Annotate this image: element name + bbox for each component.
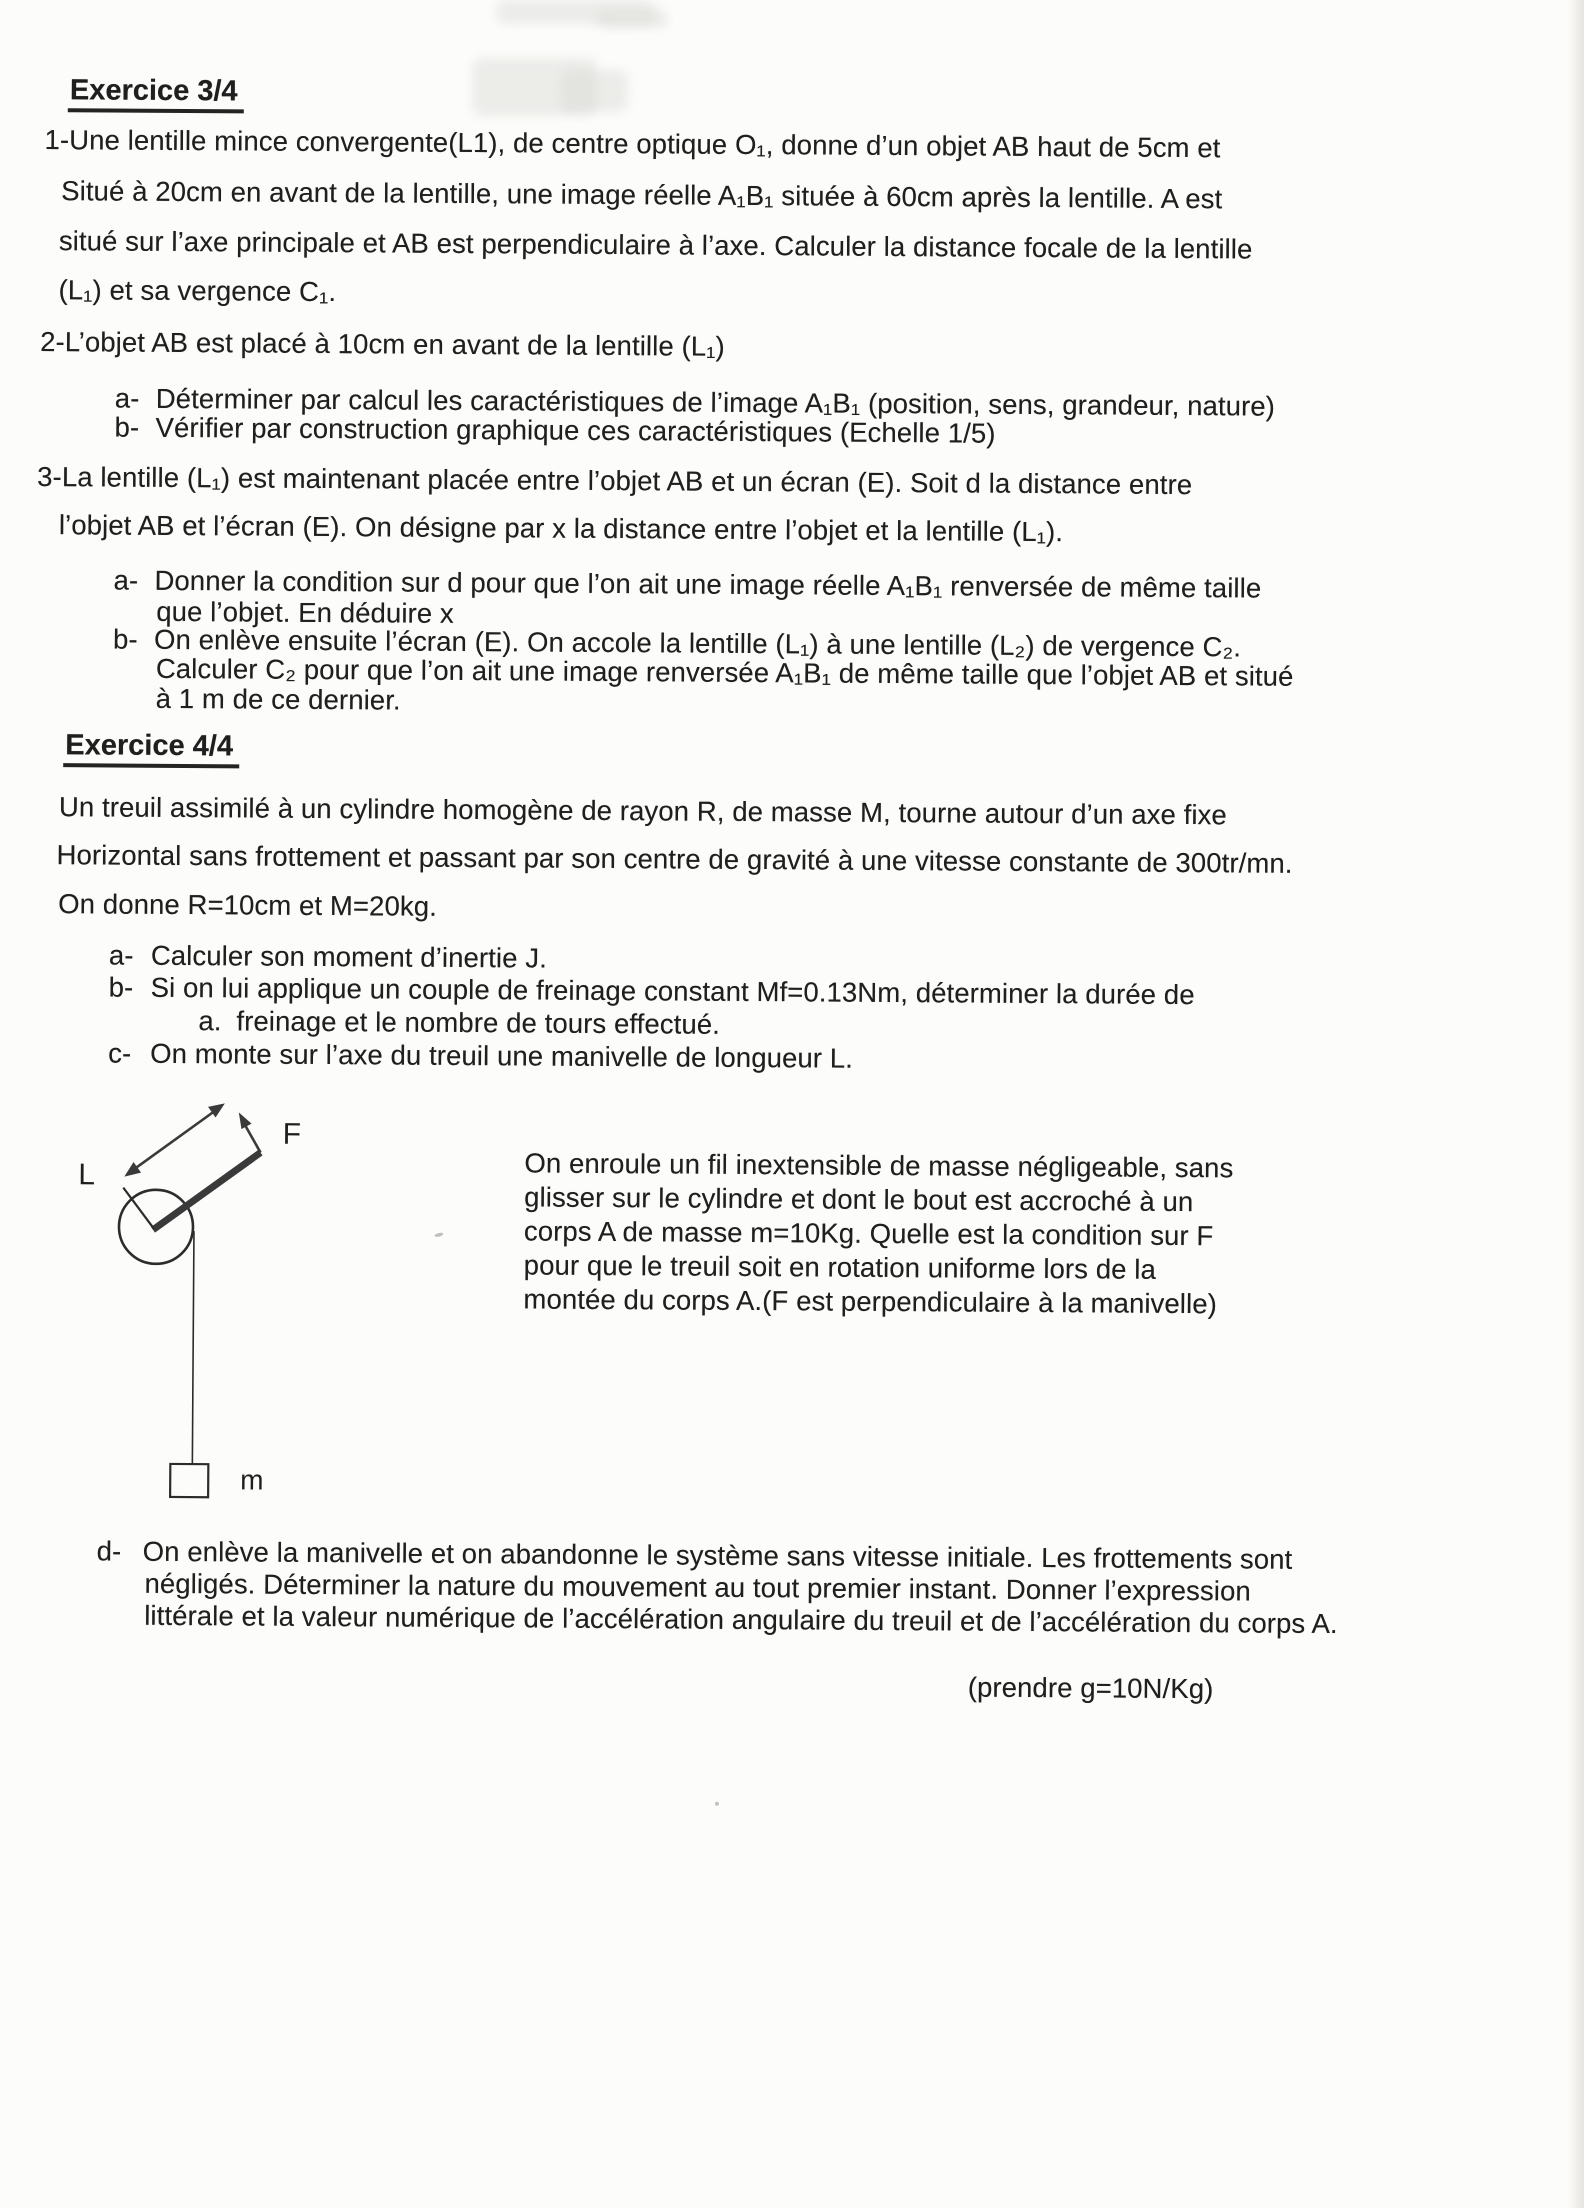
length-arrow xyxy=(124,1103,225,1178)
text-line: l’objet AB et l’écran (E). On désigne par x la distance entre l’objet et la lentille (L₁). xyxy=(58,509,1064,548)
list-item: On enlève la manivelle et on abandonne le système sans vitesse initiale. Les frottements sont xyxy=(142,1535,1293,1575)
list-item: Calculer son moment d’inertie J. xyxy=(150,939,548,974)
scan-speck xyxy=(434,1232,444,1238)
list-marker: c- xyxy=(108,1037,132,1069)
text-line: corps A de masse m=10Kg. Quelle est la condition sur F xyxy=(523,1215,1214,1252)
list-marker: a- xyxy=(113,564,139,596)
list-marker: b- xyxy=(112,623,138,655)
text-line: 3-La lentille (L₁) est maintenant placée entre l’objet AB et un écran (E). Soit d la distance entre xyxy=(37,460,1193,501)
list-marker: a- xyxy=(114,382,140,414)
list-item: Vérifier par construction graphique ces caractéristiques (Echelle 1/5) xyxy=(155,411,996,449)
label-L: L xyxy=(78,1158,96,1192)
rope-line xyxy=(192,1231,194,1464)
exercise-3-title: Exercice 3/4 xyxy=(68,76,244,113)
exercise-4-title: Exercice 4/4 xyxy=(63,731,239,768)
text-line: (L₁) et sa vergence C₁. xyxy=(58,274,337,308)
text-line: glisser sur le cylindre et dont le bout est accroché à un xyxy=(524,1181,1194,1218)
list-item: On enlève ensuite l’écran (E). On accole la lentille (L₁) à une lentille (L₂) de vergence C₂. xyxy=(153,623,1242,663)
list-item-continuation: Calculer C₂ pour que l’on ait une image renversée A₁B₁ de même taille que l’objet AB et situé xyxy=(155,652,1294,692)
text-line: pour que le treuil soit en rotation uniforme lors de la xyxy=(523,1249,1157,1285)
list-marker: b- xyxy=(108,971,134,1003)
text-line: Un treuil assimilé à un cylindre homogène de rayon R, de masse M, tourne autour d’un axe fixe xyxy=(58,791,1227,831)
list-item-continuation: littérale et la valeur numérique de l’accélération angulaire du treuil et de l’accélération du corps A. xyxy=(144,1599,1338,1640)
text-line: On donne R=10cm et M=20kg. xyxy=(58,888,438,922)
list-item: On monte sur l’axe du treuil une manivelle de longueur L. xyxy=(150,1037,854,1074)
text-line: situé sur l’axe principale et AB est perpendiculaire à l’axe. Calculer la distance focale de la lentille xyxy=(58,225,1253,265)
list-item-continuation: que l’objet. En déduire x xyxy=(156,595,454,629)
list-item: freinage et le nombre de tours effectué. xyxy=(236,1005,721,1040)
scan-edge-shadow xyxy=(1568,0,1584,2208)
list-item-continuation: à 1 m de ce dernier. xyxy=(155,682,401,716)
list-item: Si on lui applique un couple de freinage constant Mf=0.13Nm, déterminer la durée de xyxy=(150,971,1195,1011)
gravity-note: (prendre g=10N/Kg) xyxy=(967,1671,1214,1705)
text-line: On enroule un fil inextensible de masse négligeable, sans xyxy=(524,1147,1234,1184)
list-marker: a- xyxy=(108,939,134,971)
list-marker: b- xyxy=(114,411,140,443)
list-item: Déterminer par calcul les caractéristiques de l’image A₁B₁ (position, sens, grandeur, nature) xyxy=(155,382,1276,422)
list-marker: a. xyxy=(198,1005,222,1037)
label-m: m xyxy=(240,1464,264,1496)
list-item-continuation: négligés. Déterminer la nature du mouvement au tout premier instant. Donner l’expression xyxy=(144,1567,1251,1607)
text-line: 2-L’objet AB est placé à 10cm en avant de la lentille (L₁) xyxy=(40,326,725,362)
scan-speck xyxy=(715,1802,719,1806)
text-line: Situé à 20cm en avant de la lentille, une image réelle A₁B₁ située à 60cm après la lentille. A est xyxy=(61,175,1223,215)
list-item: Donner la condition sur d pour que l’on ait une image réelle A₁B₁ renversée de même taille xyxy=(154,564,1262,604)
text-line: 1-Une lentille mince convergente(L1), de centre optique O₁, donne d’un objet AB haut de 5cm et xyxy=(44,124,1221,164)
label-F: F xyxy=(282,1117,302,1151)
mass-box xyxy=(170,1464,208,1497)
winch-diagram xyxy=(40,1080,463,1523)
text-line: montée du corps A.(F est perpendiculaire à la manivelle) xyxy=(523,1283,1218,1320)
text-line: Horizontal sans frottement et passant par son centre de gravité à une vitesse constante de 300tr/mn. xyxy=(56,839,1293,879)
list-marker: d- xyxy=(96,1535,122,1567)
force-arrow xyxy=(239,1112,261,1152)
